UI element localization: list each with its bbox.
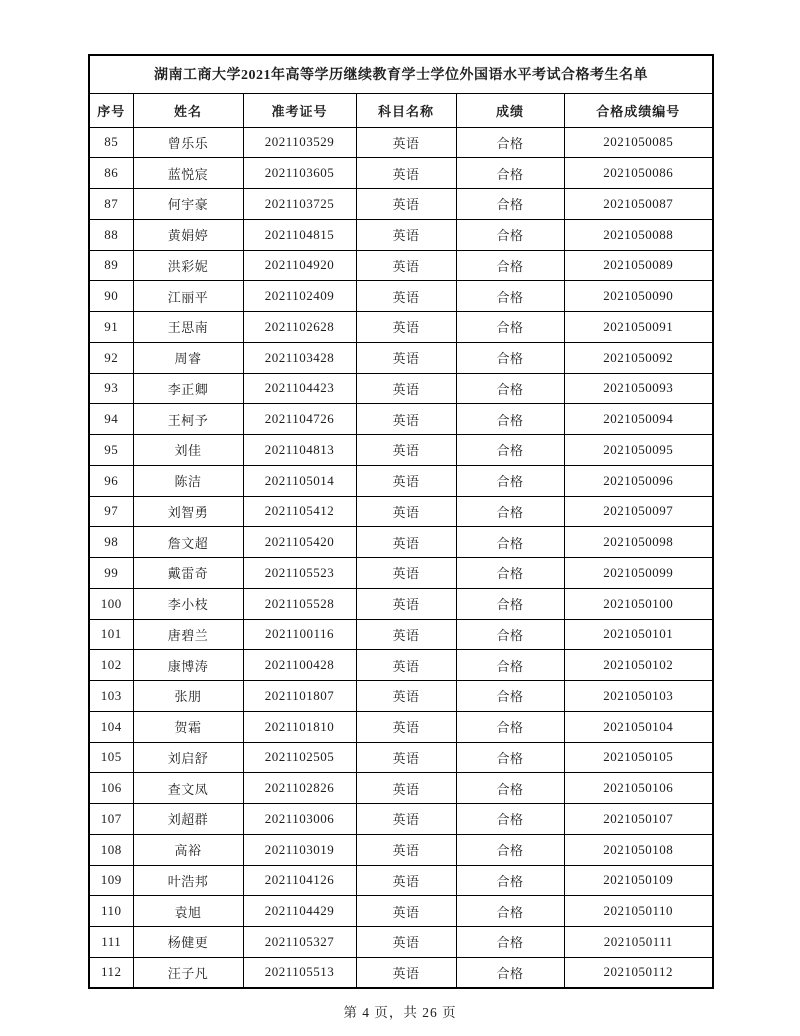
table-cell-subject: 英语 [356,834,456,865]
table-cell-result: 合格 [456,834,564,865]
table-cell-name: 张朋 [133,681,243,712]
column-header-no: 序号 [89,93,133,127]
table-cell-subject: 英语 [356,558,456,589]
table-cell-cert-no: 2021050097 [564,496,713,527]
table-cell-no: 105 [89,742,133,773]
table-cell-ticket: 2021102826 [243,773,356,804]
table-cell-no: 90 [89,281,133,312]
page-number: 第 4 页，共 26 页 [343,1005,457,1020]
table-cell-ticket: 2021101810 [243,711,356,742]
table-title: 湖南工商大学2021年高等学历继续教育学士学位外国语水平考试合格考生名单 [89,55,713,93]
table-cell-ticket: 2021102409 [243,281,356,312]
table-row [89,373,713,404]
table-cell-name: 袁旭 [133,896,243,927]
table-cell-subject: 英语 [356,435,456,466]
table-cell-cert-no: 2021050098 [564,527,713,558]
table-cell-ticket: 2021105327 [243,927,356,958]
table-row [89,896,713,927]
table-cell-name: 刘超群 [133,804,243,835]
table-row [89,957,713,988]
table-cell-cert-no: 2021050100 [564,588,713,619]
table-row [89,588,713,619]
table-cell-no: 97 [89,496,133,527]
table-cell-ticket: 2021103428 [243,342,356,373]
table-cell-subject: 英语 [356,681,456,712]
table-row [89,312,713,343]
results-table [88,54,714,989]
table-cell-cert-no: 2021050105 [564,742,713,773]
table-cell-cert-no: 2021050090 [564,281,713,312]
table-cell-no: 109 [89,865,133,896]
table-row [89,250,713,281]
table-cell-subject: 英语 [356,496,456,527]
table-cell-subject: 英语 [356,281,456,312]
table-cell-ticket: 2021103605 [243,158,356,189]
table-cell-ticket: 2021103019 [243,834,356,865]
table-cell-name: 查文凤 [133,773,243,804]
table-cell-ticket: 2021104126 [243,865,356,896]
table-cell-result: 合格 [456,804,564,835]
table-cell-cert-no: 2021050109 [564,865,713,896]
table-cell-cert-no: 2021050093 [564,373,713,404]
table-cell-no: 93 [89,373,133,404]
table-cell-result: 合格 [456,281,564,312]
table-cell-ticket: 2021100116 [243,619,356,650]
table-cell-no: 110 [89,896,133,927]
table-cell-no: 106 [89,773,133,804]
table-row [89,127,713,158]
table-row [89,158,713,189]
table-cell-no: 89 [89,250,133,281]
table-cell-name: 詹文超 [133,527,243,558]
table-cell-no: 91 [89,312,133,343]
table-cell-subject: 英语 [356,588,456,619]
table-cell-name: 何宇豪 [133,189,243,220]
table-cell-ticket: 2021104726 [243,404,356,435]
table-cell-cert-no: 2021050102 [564,650,713,681]
table-cell-result: 合格 [456,219,564,250]
table-cell-name: 王柯予 [133,404,243,435]
table-cell-name: 黄娟婷 [133,219,243,250]
table-cell-result: 合格 [456,527,564,558]
table-cell-ticket: 2021105420 [243,527,356,558]
table-cell-name: 刘佳 [133,435,243,466]
table-cell-result: 合格 [456,404,564,435]
table-cell-ticket: 2021105528 [243,588,356,619]
table-cell-result: 合格 [456,681,564,712]
table-cell-subject: 英语 [356,527,456,558]
table-cell-no: 86 [89,158,133,189]
table-cell-no: 104 [89,711,133,742]
table-cell-ticket: 2021100428 [243,650,356,681]
table-cell-ticket: 2021101807 [243,681,356,712]
table-cell-result: 合格 [456,588,564,619]
table-cell-cert-no: 2021050106 [564,773,713,804]
table-cell-subject: 英语 [356,250,456,281]
table-cell-result: 合格 [456,773,564,804]
column-header-subject: 科目名称 [356,93,456,127]
table-cell-subject: 英语 [356,804,456,835]
table-cell-ticket: 2021102505 [243,742,356,773]
table-row [89,711,713,742]
table-cell-name: 陈洁 [133,465,243,496]
table-cell-subject: 英语 [356,465,456,496]
table-cell-ticket: 2021103529 [243,127,356,158]
table-cell-no: 112 [89,957,133,988]
table-cell-cert-no: 2021050107 [564,804,713,835]
table-cell-result: 合格 [456,312,564,343]
table-cell-cert-no: 2021050110 [564,896,713,927]
table-cell-cert-no: 2021050086 [564,158,713,189]
table-cell-subject: 英语 [356,312,456,343]
table-cell-cert-no: 2021050095 [564,435,713,466]
table-cell-cert-no: 2021050092 [564,342,713,373]
table-cell-no: 101 [89,619,133,650]
table-cell-name: 高裕 [133,834,243,865]
table-cell-result: 合格 [456,342,564,373]
table-row [89,435,713,466]
table-cell-result: 合格 [456,896,564,927]
table-cell-no: 103 [89,681,133,712]
table-cell-name: 贺霜 [133,711,243,742]
table-cell-name: 叶浩邦 [133,865,243,896]
table-cell-ticket: 2021103006 [243,804,356,835]
table-cell-result: 合格 [456,619,564,650]
results-table-body [89,127,713,988]
table-cell-subject: 英语 [356,957,456,988]
table-cell-result: 合格 [456,927,564,958]
table-row [89,927,713,958]
table-title-row [89,55,713,93]
table-row [89,404,713,435]
table-row [89,681,713,712]
table-cell-cert-no: 2021050089 [564,250,713,281]
table-cell-cert-no: 2021050111 [564,927,713,958]
table-row [89,342,713,373]
table-cell-no: 95 [89,435,133,466]
table-cell-subject: 英语 [356,650,456,681]
table-cell-ticket: 2021102628 [243,312,356,343]
table-cell-result: 合格 [456,496,564,527]
table-cell-cert-no: 2021050108 [564,834,713,865]
table-cell-subject: 英语 [356,404,456,435]
table-row [89,496,713,527]
table-cell-name: 洪彩妮 [133,250,243,281]
results-table-head [89,55,713,127]
table-cell-result: 合格 [456,650,564,681]
table-cell-ticket: 2021104813 [243,435,356,466]
table-cell-ticket: 2021105412 [243,496,356,527]
table-cell-ticket: 2021104815 [243,219,356,250]
table-cell-name: 刘智勇 [133,496,243,527]
table-cell-cert-no: 2021050101 [564,619,713,650]
table-cell-name: 李小枝 [133,588,243,619]
table-cell-no: 94 [89,404,133,435]
table-cell-subject: 英语 [356,773,456,804]
table-cell-ticket: 2021105523 [243,558,356,589]
table-cell-ticket: 2021104423 [243,373,356,404]
table-cell-name: 戴雷奇 [133,558,243,589]
table-cell-ticket: 2021105014 [243,465,356,496]
table-cell-cert-no: 2021050099 [564,558,713,589]
table-cell-no: 96 [89,465,133,496]
table-cell-ticket: 2021104429 [243,896,356,927]
table-row [89,281,713,312]
table-cell-no: 88 [89,219,133,250]
table-cell-subject: 英语 [356,373,456,404]
table-row [89,527,713,558]
table-cell-subject: 英语 [356,158,456,189]
column-header-ticket: 准考证号 [243,93,356,127]
table-cell-result: 合格 [456,865,564,896]
table-cell-no: 108 [89,834,133,865]
table-row [89,834,713,865]
table-cell-subject: 英语 [356,711,456,742]
table-cell-cert-no: 2021050096 [564,465,713,496]
table-cell-name: 刘启舒 [133,742,243,773]
table-cell-result: 合格 [456,189,564,220]
table-cell-no: 87 [89,189,133,220]
table-cell-name: 康博涛 [133,650,243,681]
table-cell-result: 合格 [456,127,564,158]
table-cell-result: 合格 [456,373,564,404]
table-cell-result: 合格 [456,435,564,466]
table-cell-ticket: 2021103725 [243,189,356,220]
column-header-cert-no: 合格成绩编号 [564,93,713,127]
table-cell-cert-no: 2021050103 [564,681,713,712]
table-cell-no: 102 [89,650,133,681]
table-cell-result: 合格 [456,711,564,742]
table-cell-subject: 英语 [356,742,456,773]
table-cell-no: 85 [89,127,133,158]
column-header-name: 姓名 [133,93,243,127]
table-cell-cert-no: 2021050094 [564,404,713,435]
table-cell-result: 合格 [456,465,564,496]
table-cell-cert-no: 2021050085 [564,127,713,158]
table-row [89,219,713,250]
table-row [89,865,713,896]
table-cell-name: 杨健更 [133,927,243,958]
table-row [89,189,713,220]
table-cell-cert-no: 2021050091 [564,312,713,343]
table-row [89,619,713,650]
table-cell-no: 100 [89,588,133,619]
table-cell-no: 111 [89,927,133,958]
table-cell-result: 合格 [456,158,564,189]
table-cell-name: 曾乐乐 [133,127,243,158]
table-cell-subject: 英语 [356,342,456,373]
table-row [89,558,713,589]
table-cell-result: 合格 [456,957,564,988]
table-row [89,773,713,804]
table-cell-no: 107 [89,804,133,835]
table-cell-result: 合格 [456,742,564,773]
column-header-result: 成绩 [456,93,564,127]
table-header-row [89,93,713,127]
table-cell-name: 唐碧兰 [133,619,243,650]
table-row [89,804,713,835]
table-cell-result: 合格 [456,250,564,281]
table-cell-ticket: 2021105513 [243,957,356,988]
table-cell-cert-no: 2021050104 [564,711,713,742]
table-cell-subject: 英语 [356,189,456,220]
table-cell-subject: 英语 [356,219,456,250]
table-cell-result: 合格 [456,558,564,589]
table-cell-subject: 英语 [356,865,456,896]
table-cell-no: 98 [89,527,133,558]
table-cell-subject: 英语 [356,896,456,927]
table-cell-name: 周睿 [133,342,243,373]
table-cell-no: 99 [89,558,133,589]
table-cell-name: 江丽平 [133,281,243,312]
table-cell-cert-no: 2021050112 [564,957,713,988]
table-cell-cert-no: 2021050088 [564,219,713,250]
table-cell-subject: 英语 [356,619,456,650]
table-cell-subject: 英语 [356,127,456,158]
table-cell-name: 汪子凡 [133,957,243,988]
table-cell-subject: 英语 [356,927,456,958]
table-cell-no: 92 [89,342,133,373]
table-row [89,465,713,496]
table-row [89,742,713,773]
table-cell-ticket: 2021104920 [243,250,356,281]
table-row [89,650,713,681]
table-cell-name: 蓝悦宸 [133,158,243,189]
table-cell-name: 王思南 [133,312,243,343]
table-cell-cert-no: 2021050087 [564,189,713,220]
table-cell-name: 李正卿 [133,373,243,404]
